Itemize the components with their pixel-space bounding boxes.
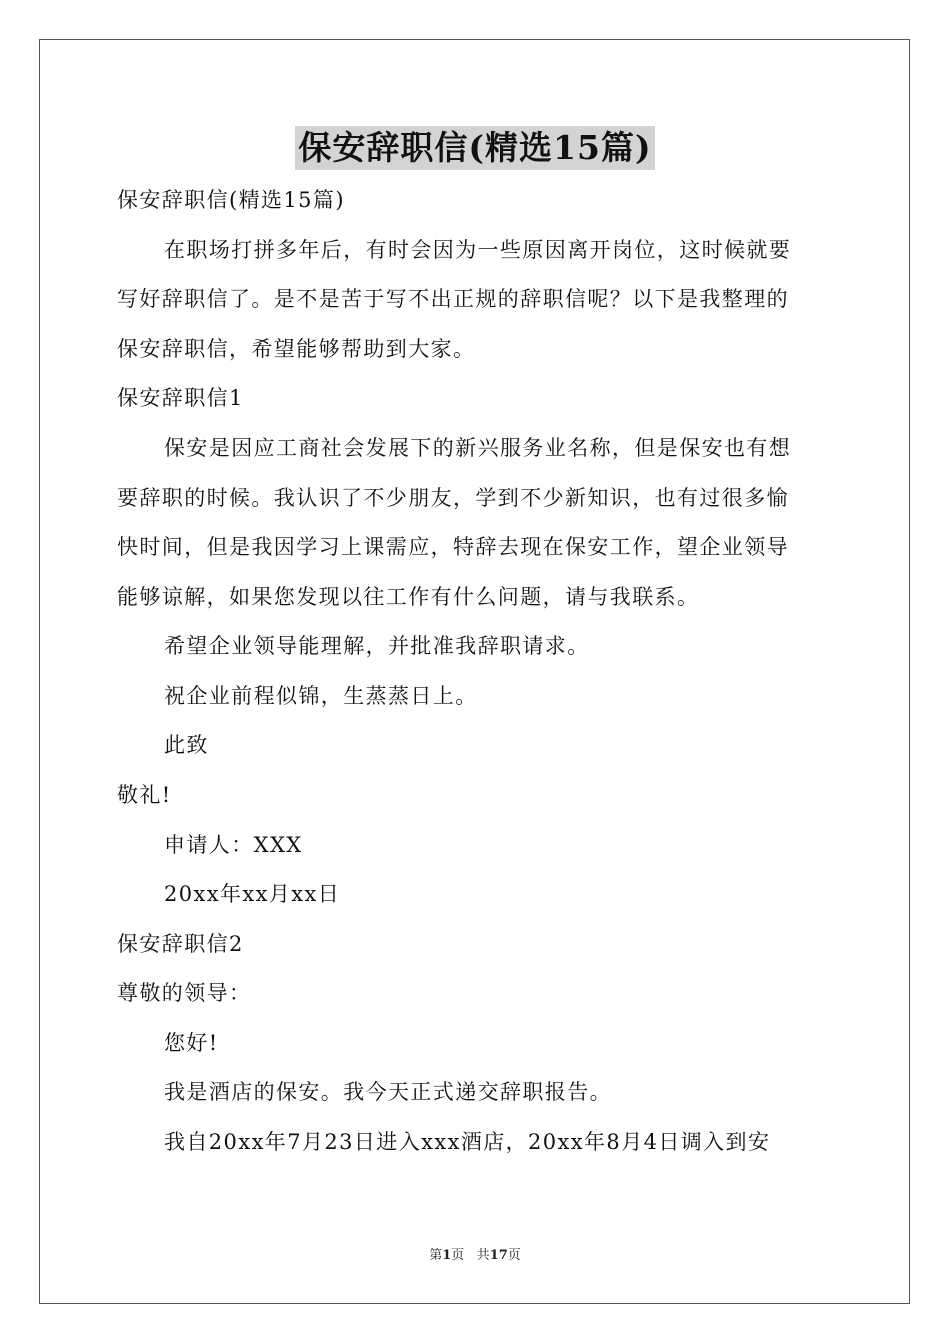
doc-subtitle: 保安辞职信(精选15篇) <box>117 188 345 212</box>
paragraph-line: 在职场打拼多年后，有时会因为一些原因离开岗位，这时候就要 <box>164 238 792 262</box>
footer-total-pages: 17 <box>489 1248 508 1263</box>
footer-total-unit: 页 <box>507 1248 521 1263</box>
paragraph-line: 我是酒店的保安。我今天正式递交辞职报告。 <box>164 1080 612 1104</box>
paragraph-line: 祝企业前程似锦，生蒸蒸日上。 <box>164 684 478 708</box>
document-title-container <box>0 126 950 170</box>
paragraph-line: 能够谅解，如果您发现以往工作有什么问题，请与我联系。 <box>117 585 700 609</box>
paragraph-line: 我自20xx年7月23日进入xxx酒店，20xx年8月4日调入到安 <box>164 1130 771 1154</box>
paragraph-line: 快时间，但是我因学习上课需应，特辞去现在保安工作，望企业领导 <box>117 535 789 559</box>
section-heading: 保安辞职信1 <box>117 386 244 410</box>
footer-total-prefix: 共 <box>476 1248 490 1263</box>
paragraph-line: 要辞职的时候。我认识了不少朋友，学到不少新知识，也有过很多愉 <box>117 486 789 510</box>
date-line: 20xx年xx月xx日 <box>164 882 341 906</box>
closing-line: 敬礼! <box>117 783 172 807</box>
page-frame <box>39 39 910 1304</box>
paragraph-line: 希望企业领导能理解，并批准我辞职请求。 <box>164 634 590 658</box>
signature-line: 申请人：XXX <box>164 833 303 857</box>
document-title: 保安辞职信(精选15篇) <box>295 126 654 170</box>
footer-prefix: 第 <box>429 1248 443 1263</box>
greeting-line: 您好! <box>164 1031 219 1055</box>
salutation-line: 尊敬的领导： <box>117 981 252 1005</box>
section-heading: 保安辞职信2 <box>117 932 244 956</box>
page-footer <box>0 1247 950 1265</box>
paragraph-line: 保安是因应工商社会发展下的新兴服务业名称，但是保安也有想 <box>164 436 792 460</box>
paragraph-line: 写好辞职信了。是不是苦于写不出正规的辞职信呢？以下是我整理的 <box>117 287 789 311</box>
closing-line: 此致 <box>164 733 209 757</box>
paragraph-line: 保安辞职信，希望能够帮助到大家。 <box>117 337 476 361</box>
footer-current-page: 1 <box>442 1248 452 1263</box>
footer-page-unit: 页 <box>451 1248 465 1263</box>
